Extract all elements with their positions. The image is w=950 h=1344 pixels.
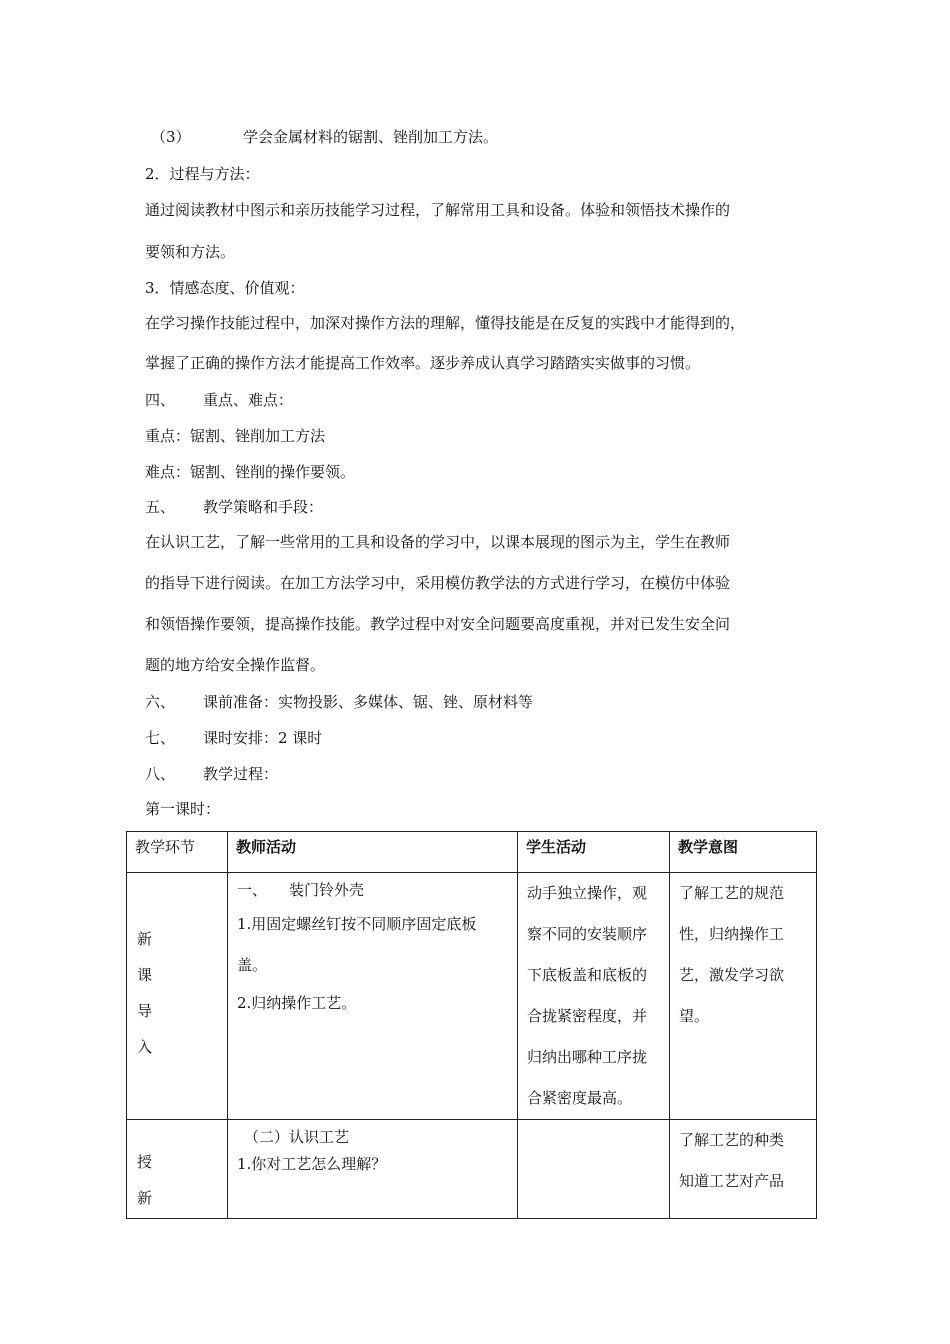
section-6-line [145, 692, 533, 712]
section-4-heading [145, 390, 293, 410]
purpose-content [670, 873, 816, 1037]
purpose-line: 性，归纳操作工 [679, 925, 785, 943]
section-6-text: 课前准备：实物投影、多媒体、锯、锉、原材料等 [203, 693, 534, 711]
section-4-title: 重点、难点： [203, 391, 294, 409]
emotion-paragraph-line-2: 掌握了正确的操作方法才能提高工作效率。逐步养成认真学习踏踏实实做事的习惯。 [145, 354, 701, 372]
purpose-cell [670, 1120, 817, 1219]
section-5-heading [145, 497, 323, 517]
section-4-number: 四、 [145, 391, 176, 409]
section-8-line [145, 764, 278, 784]
section-8-text: 教学过程： [203, 765, 279, 783]
teacher-activity-content [228, 873, 517, 1020]
activity-item: 盖。 [237, 956, 268, 974]
emotion-paragraph-line-1: 在学习操作技能过程中，加深对操作方法的理解，懂得技能是在反复的实践中才能得到的， [145, 314, 746, 332]
activity-item: 1.你对工艺怎么理解？ [237, 1155, 387, 1173]
stage-cell [127, 1120, 228, 1219]
header-student-label: 学生活动 [526, 838, 587, 856]
strategy-paragraph-line-2: 的指导下进行阅读。在加工方法学习中，采用模仿教学法的方式进行学习，在模仿中体验 [145, 574, 731, 592]
process-paragraph-line-1: 通过阅读教材中图示和亲历技能学习过程，了解常用工具和设备。体验和领悟技术操作的 [145, 201, 731, 219]
section-5-number: 五、 [145, 498, 176, 516]
strategy-paragraph-line-3: 和领悟操作要领，提高操作技能。教学过程中对安全问题要高度重视，并对已发生安全问 [145, 615, 731, 633]
header-stage-label: 教学环节 [135, 838, 196, 856]
purpose-line: 望。 [679, 1007, 710, 1025]
header-cell-purpose [670, 832, 817, 873]
teacher-activity-cell [228, 1120, 518, 1219]
stage-char: 课 [137, 966, 153, 984]
difficult-point: 难点：锯割、锉削的操作要领。 [145, 463, 356, 481]
purpose-line: 了解工艺的种类 [679, 1131, 785, 1149]
stage-label-vertical [127, 873, 227, 1065]
activity-item: 2.归纳操作工艺。 [237, 994, 357, 1012]
section-7-number: 七、 [145, 729, 176, 747]
objective-3-line [145, 127, 498, 147]
student-activity-line: 合紧密度最高。 [527, 1089, 633, 1107]
header-cell-teacher [228, 832, 518, 873]
section-7-line [145, 728, 322, 748]
student-activity-cell [518, 1120, 670, 1219]
activity-title [237, 878, 511, 902]
activity-title-text: 装门铃外壳 [289, 881, 365, 899]
student-activity-line: 合拢紧密程度，并 [527, 1007, 648, 1025]
teacher-activity-cell [228, 873, 518, 1120]
stage-cell [127, 873, 228, 1120]
stage-char: 入 [137, 1038, 153, 1056]
section-7-text: 课时安排：2 课时 [203, 729, 323, 747]
student-activity-line: 归纳出哪种工序拢 [527, 1048, 648, 1066]
first-lesson-label: 第一课时： [145, 800, 221, 818]
key-point: 重点：锯割、锉削加工方法 [145, 427, 326, 445]
teacher-activity-content [228, 1120, 517, 1178]
teaching-process-table [126, 831, 817, 1219]
header-teacher-label: 教师活动 [236, 838, 297, 856]
student-activity-line: 下底板盖和底板的 [527, 966, 648, 984]
student-activity-line: 动手独立操作，观 [527, 884, 648, 902]
table-row [127, 873, 817, 1120]
strategy-paragraph-line-4: 题的地方给安全操作监督。 [145, 656, 326, 674]
objective-3-text: 学会金属材料的锯割、锉削加工方法。 [243, 128, 499, 146]
activity-item: 1.用固定螺丝钉按不同顺序固定底板 [237, 915, 477, 933]
student-activity-line: 察不同的安装顺序 [527, 925, 648, 943]
strategy-paragraph-line-1: 在认识工艺，了解一些常用的工具和设备的学习中，以课本展现的图示为主，学生在教师 [145, 533, 731, 551]
stage-char: 新 [137, 1189, 153, 1207]
activity-title-number: 一、 [237, 881, 268, 899]
stage-label-vertical [127, 1120, 227, 1216]
objective-3-number: （3） [151, 128, 191, 146]
table-row [127, 1120, 817, 1219]
purpose-line: 了解工艺的规范 [679, 884, 785, 902]
process-heading: 2．过程与方法： [145, 165, 260, 183]
activity-title: （二）认识工艺 [244, 1128, 350, 1146]
section-8-number: 八、 [145, 765, 176, 783]
student-activity-cell [518, 873, 670, 1120]
stage-char: 授 [137, 1153, 153, 1171]
header-purpose-label: 教学意图 [678, 838, 739, 856]
table-header-row [127, 832, 817, 873]
purpose-content [670, 1120, 816, 1202]
emotion-heading: 3．情感态度、价值观： [145, 279, 305, 297]
section-5-title: 教学策略和手段： [203, 498, 324, 516]
purpose-line: 艺，激发学习欲 [679, 966, 785, 984]
stage-char: 导 [137, 1002, 153, 1020]
header-cell-student [518, 832, 670, 873]
section-6-number: 六、 [145, 693, 176, 711]
student-activity-content [518, 873, 669, 1119]
process-paragraph-line-2: 要领和方法。 [145, 243, 236, 261]
purpose-cell [670, 873, 817, 1120]
header-cell-stage [127, 832, 228, 873]
purpose-line: 知道工艺对产品 [679, 1172, 785, 1190]
stage-char: 新 [137, 930, 153, 948]
